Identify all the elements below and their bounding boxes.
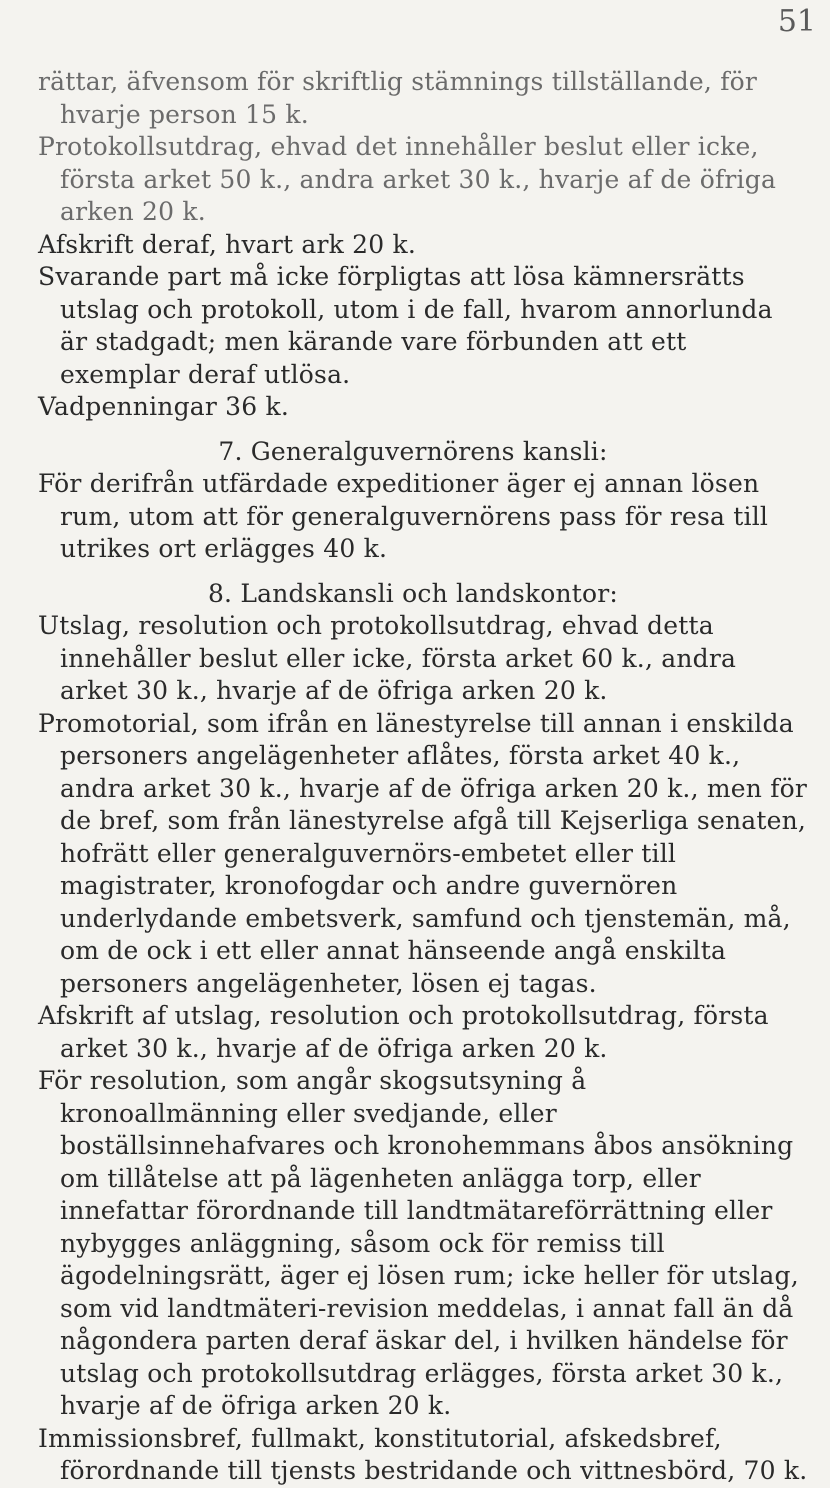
document-body [38, 66, 808, 1488]
entry-svarande-part: Svarande part må icke förpligtas att lösa kämnersrätts utslag och protokoll, utom i de fall, hvarom annorlunda är stadgadt; men kärande vare förbunden att ett exemplar deraf utlösa. [38, 262, 773, 389]
entry-afskrift-utslag: Afskrift af utslag, resolution och protokollsutdrag, första arket 30 k., hvarje af de öfriga arken 20 k. [38, 1001, 769, 1063]
section-heading-7: 7. Generalguvernörens kansli: [218, 436, 608, 466]
continuation-text: rättar, äfvensom för skriftlig stämnings tillställande, för hvarje person 15 k. [38, 67, 758, 129]
entry-afskrift: Afskrift deraf, hvart ark 20 k. [38, 229, 417, 259]
entry-immissionsbref: Immissionsbref, fullmakt, konstitutorial, afskedsbref, förordnande till tjensts bestridande och vittnesbörd, 70 k. [38, 1423, 808, 1485]
entry-vadpenningar: Vadpenningar 36 k. [38, 392, 290, 421]
page-number: 51 [777, 4, 816, 39]
entry-protokollsutdrag: Protokollsutdrag, ehvad det innehåller beslut eller icke, första arket 50 k., andra arket 30 k., hvarje af de öfriga arken 20 k. [38, 132, 777, 226]
entry-promotorial: Promotorial, som ifrån en länestyrelse till annan i enskilda personers angelägenheter aflåtes, första arket 40 k., andra arket 30 k., hvarje af de öfriga arken 20 k., men för de bref, som från länestyrelse afgå till Kejserliga senaten, hofrätt eller generalguvernörs-embetet eller till magistrater, kronofogdar och andre guvernören underlydande embetsverk, samfund och tjenstemän, må, om de ock i ett eller annat hänseende angå enskilta personers angelägenheter, lösen ej tagas. [38, 708, 808, 998]
entry-generalguvernor-pass: För derifrån utfärdade expeditioner äger ej annan lösen rum, utom att för generalguvernörens pass för resa till utrikes ort erlägges 40 k. [38, 469, 769, 563]
entry-resolution-skogsutsyning: För resolution, som angår skogsutsyning å kronoallmänning eller svedjande, eller boställsinnehafvares och kronohemmans åbos ansökning om tillåtelse att på lägenheten anlägga torp, eller innefattar förordnande till landtmätareförrättning eller nybygges anläggning, såsom ock för remiss till ägodelningsrätt, äger ej lösen rum; icke heller för utslag, som vid landtmäteri-revision meddelas, i annat fall än då någondera parten deraf äskar del, i hvilken händelse för utslag och protokollsutdrag erlägges, första arket 30 k., hvarje af de öfriga arken 20 k. [38, 1066, 799, 1420]
section-heading-8: 8. Landskansli och landskontor: [207, 578, 619, 608]
entry-utslag: Utslag, resolution och protokollsutdrag, ehvad detta innehåller beslut eller icke, första arket 60 k., andra arket 30 k., hvarje af de öfriga arken 20 k. [38, 611, 737, 705]
